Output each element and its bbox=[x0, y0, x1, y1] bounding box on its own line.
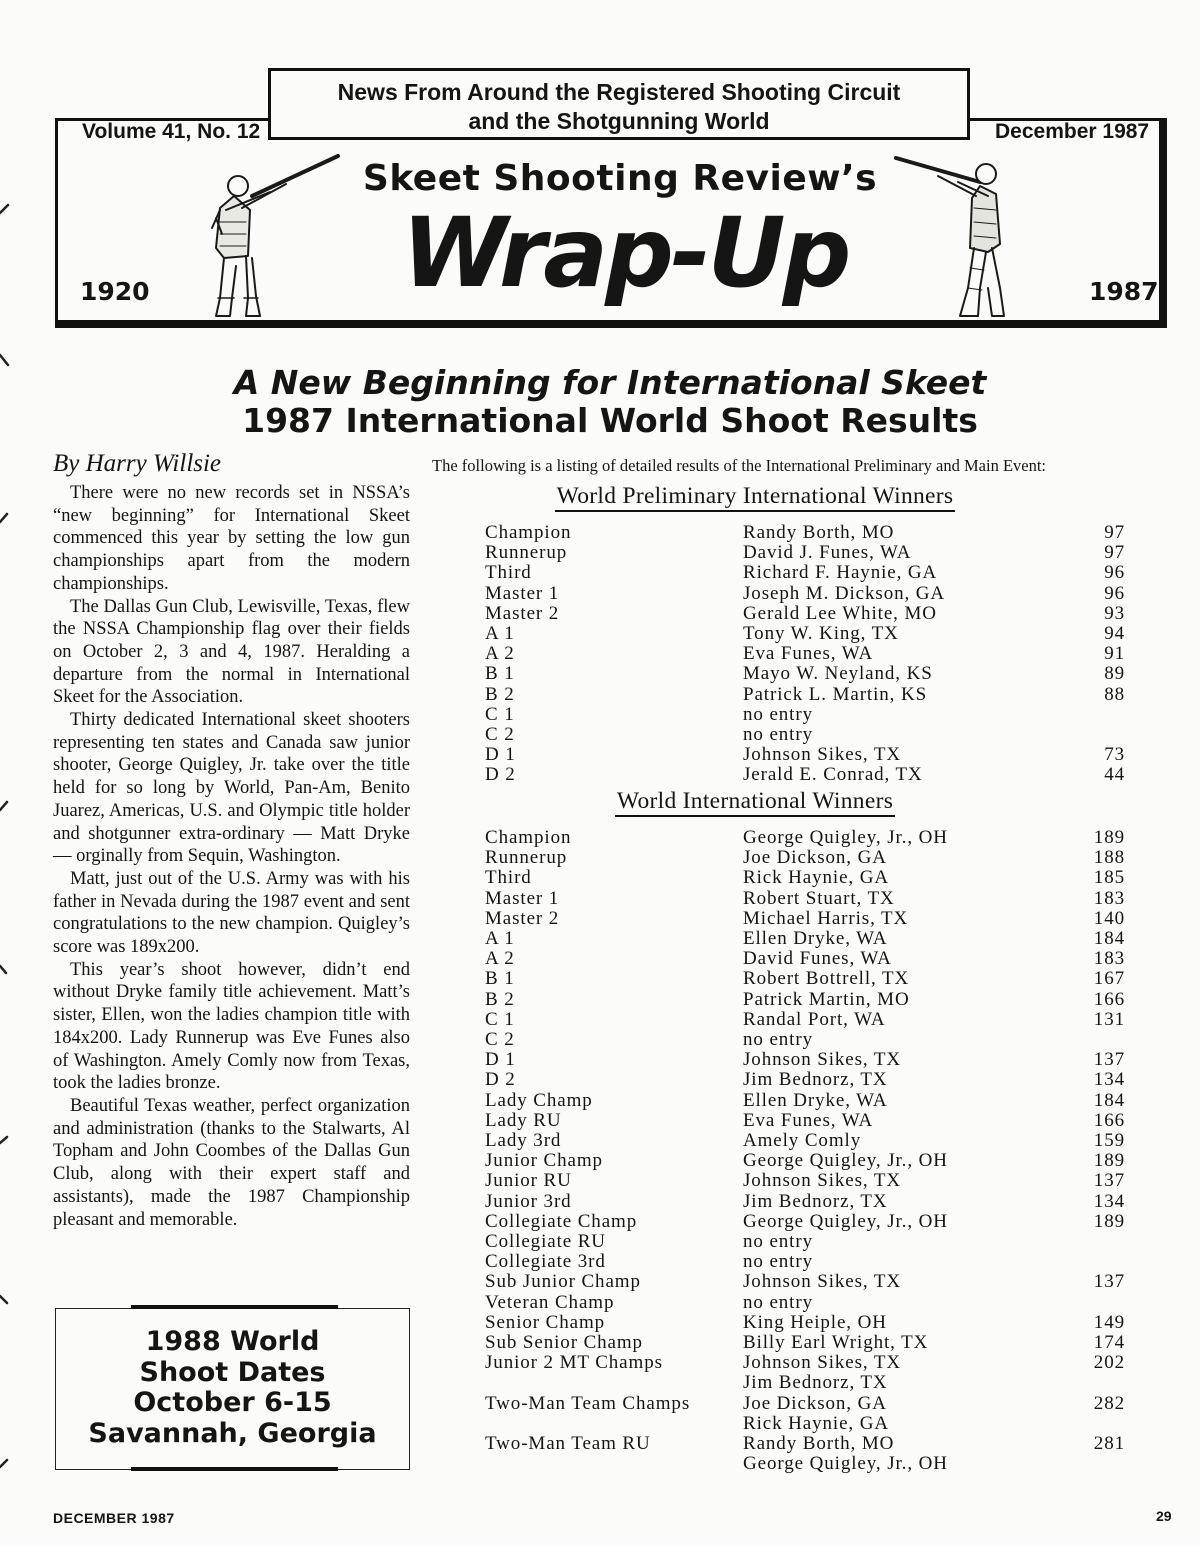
result-category: C 1 bbox=[485, 703, 515, 725]
result-category bbox=[485, 1373, 743, 1393]
result-category: Collegiate RU bbox=[485, 1231, 606, 1253]
result-row bbox=[485, 664, 1125, 684]
result-row bbox=[485, 1252, 1125, 1272]
result-category: Junior Champ bbox=[485, 1150, 603, 1172]
result-name: no entry bbox=[743, 1291, 813, 1313]
result-name: Robert Stuart, TX bbox=[743, 887, 895, 909]
result-score: 93 bbox=[1104, 602, 1125, 624]
result-category: B 1 bbox=[485, 968, 515, 990]
article-paragraph: Beautiful Texas weather, perfect organization and administration (thanks to the Stalwarts, Al Topham and John Coombes of the Dallas Gun Club, along with their expert staff and assistants), made the 1987 Championship pleasant and memorable. bbox=[53, 1095, 410, 1230]
world-results-table bbox=[485, 828, 1125, 1475]
result-score: 134 bbox=[1093, 1069, 1125, 1091]
result-row bbox=[485, 584, 1125, 604]
result-category: Collegiate Champ bbox=[485, 1210, 638, 1232]
wrapup-title: Wrap-Up bbox=[401, 197, 849, 309]
result-category: Runnerup bbox=[485, 847, 568, 869]
shooter-left-illustration bbox=[190, 148, 360, 323]
result-score: 97 bbox=[1104, 522, 1125, 543]
results-intro: The following is a listing of detailed results of the International Preliminary and Main Event: bbox=[432, 456, 1047, 475]
result-score: 91 bbox=[1104, 643, 1125, 665]
result-row bbox=[485, 828, 1125, 848]
result-row bbox=[485, 685, 1125, 705]
result-category: Master 1 bbox=[485, 887, 560, 909]
result-row bbox=[485, 705, 1125, 725]
result-category: Master 2 bbox=[485, 907, 560, 929]
result-score bbox=[1073, 1293, 1125, 1313]
result-name: no entry bbox=[743, 1029, 813, 1051]
year-end: 1987 bbox=[1089, 277, 1159, 306]
result-score: 184 bbox=[1093, 1089, 1125, 1111]
result-score: 188 bbox=[1093, 847, 1125, 869]
result-category: Lady 3rd bbox=[485, 1130, 562, 1152]
result-score bbox=[1073, 1454, 1125, 1474]
result-category: D 1 bbox=[485, 1049, 516, 1071]
result-score: 159 bbox=[1093, 1130, 1125, 1152]
result-name: Jim Bednorz, TX bbox=[743, 1069, 888, 1091]
result-category: A 2 bbox=[485, 643, 515, 665]
result-score: 44 bbox=[1104, 764, 1125, 786]
result-row bbox=[485, 1232, 1125, 1252]
result-name: Patrick L. Martin, KS bbox=[743, 683, 928, 705]
result-score: 73 bbox=[1104, 744, 1125, 766]
result-score: 137 bbox=[1093, 1049, 1125, 1071]
result-score: 183 bbox=[1093, 887, 1125, 909]
result-score: 149 bbox=[1093, 1311, 1125, 1333]
result-category: Two-Man Team Champs bbox=[485, 1392, 691, 1414]
result-row bbox=[485, 1192, 1125, 1212]
article-paragraph: There were no new records set in NSSA’s “new beginning” for International Skeet commenced this year by setting the low gun championships apart from the modern championships. bbox=[53, 483, 410, 594]
result-score bbox=[1073, 1414, 1125, 1434]
shoot-dates-line: October 6-15 bbox=[133, 1387, 332, 1418]
result-score: 89 bbox=[1104, 663, 1125, 685]
result-row bbox=[485, 1414, 1125, 1434]
result-score: 185 bbox=[1093, 867, 1125, 889]
result-row bbox=[485, 523, 1125, 543]
result-category: Junior RU bbox=[485, 1170, 572, 1192]
result-row bbox=[485, 990, 1125, 1010]
preliminary-results-table bbox=[485, 523, 1125, 786]
world-heading bbox=[475, 788, 1035, 815]
result-row bbox=[485, 1171, 1125, 1191]
result-row bbox=[485, 1212, 1125, 1232]
shoot-dates-box bbox=[55, 1308, 410, 1470]
result-name: George Quigley, Jr., OH bbox=[743, 1150, 948, 1172]
shoot-dates-top-rule bbox=[131, 1305, 338, 1309]
result-row bbox=[485, 1454, 1125, 1474]
result-category: Champion bbox=[485, 827, 572, 848]
result-category: Two-Man Team RU bbox=[485, 1433, 651, 1455]
result-name: Johnson Sikes, TX bbox=[743, 744, 901, 766]
result-row bbox=[485, 1272, 1125, 1292]
result-name: no entry bbox=[743, 703, 813, 725]
result-category: Sub Junior Champ bbox=[485, 1271, 641, 1293]
result-score: 96 bbox=[1104, 582, 1125, 604]
result-category: Runnerup bbox=[485, 542, 568, 564]
world-heading-text: World International Winners bbox=[615, 788, 895, 817]
result-category: B 2 bbox=[485, 988, 515, 1010]
news-banner bbox=[268, 68, 970, 140]
result-row bbox=[485, 1293, 1125, 1313]
result-row bbox=[485, 563, 1125, 583]
result-score bbox=[1073, 705, 1125, 725]
result-category: Third bbox=[485, 562, 532, 584]
result-score bbox=[1073, 1232, 1125, 1252]
result-category: C 2 bbox=[485, 1029, 515, 1051]
result-name: no entry bbox=[743, 724, 813, 746]
article-paragraph: The Dallas Gun Club, Lewisville, Texas, flew the NSSA Championship flag over their fields on October 2, 3 and 4, 1987. Heralding a departure from the normal in International Skeet for the Association. bbox=[53, 596, 410, 708]
result-score: 167 bbox=[1093, 968, 1125, 990]
result-name: Jim Bednorz, TX bbox=[743, 1190, 888, 1212]
result-row bbox=[485, 543, 1125, 563]
result-category: Veteran Champ bbox=[485, 1291, 615, 1313]
result-score: 131 bbox=[1093, 1008, 1125, 1030]
result-row bbox=[485, 765, 1125, 785]
result-row bbox=[485, 624, 1125, 644]
issue-date: December 1987 bbox=[995, 120, 1150, 143]
result-category: Lady RU bbox=[485, 1109, 562, 1131]
result-row bbox=[485, 929, 1125, 949]
result-name: Jim Bednorz, TX bbox=[743, 1372, 888, 1394]
footer-issue: DECEMBER 1987 bbox=[53, 1510, 175, 1526]
shoot-dates-bottom-rule bbox=[131, 1467, 338, 1471]
result-category bbox=[485, 1454, 743, 1474]
result-row bbox=[485, 604, 1125, 624]
result-name: Joseph M. Dickson, GA bbox=[743, 582, 946, 604]
result-score: 282 bbox=[1093, 1392, 1125, 1414]
result-name: Eva Funes, WA bbox=[743, 643, 874, 665]
headline-line-1: A New Beginning for International Skeet bbox=[233, 363, 987, 402]
result-category: Master 2 bbox=[485, 602, 560, 624]
result-category: B 1 bbox=[485, 663, 515, 685]
result-category: Third bbox=[485, 867, 532, 889]
volume-number: Volume 41, No. 12 bbox=[82, 120, 261, 143]
result-name: Ellen Dryke, WA bbox=[743, 1089, 888, 1111]
result-score: 134 bbox=[1093, 1190, 1125, 1212]
result-score: 140 bbox=[1093, 907, 1125, 929]
result-score: 184 bbox=[1093, 928, 1125, 950]
result-score bbox=[1073, 1252, 1125, 1272]
result-category bbox=[485, 1414, 743, 1434]
result-category: Champion bbox=[485, 522, 572, 543]
page-number: 29 bbox=[1156, 1508, 1172, 1524]
result-row bbox=[485, 1313, 1125, 1333]
result-row bbox=[485, 1070, 1125, 1090]
result-row bbox=[485, 949, 1125, 969]
result-name: Joe Dickson, GA bbox=[743, 847, 887, 869]
result-name: David Funes, WA bbox=[743, 948, 892, 970]
result-score: 281 bbox=[1093, 1433, 1125, 1455]
shoot-dates-line: Savannah, Georgia bbox=[88, 1417, 377, 1449]
result-row bbox=[485, 745, 1125, 765]
result-row bbox=[485, 1010, 1125, 1030]
article-body bbox=[53, 482, 410, 1231]
result-row bbox=[485, 725, 1125, 745]
result-category: C 2 bbox=[485, 724, 515, 746]
result-name: Randy Borth, MO bbox=[743, 522, 895, 543]
result-name: Robert Bottrell, TX bbox=[743, 968, 910, 990]
result-name: Tony W. King, TX bbox=[743, 623, 899, 645]
result-category: Junior 2 MT Champs bbox=[485, 1352, 663, 1374]
result-score: 189 bbox=[1093, 827, 1125, 848]
result-category: Senior Champ bbox=[485, 1311, 606, 1333]
result-score: 189 bbox=[1093, 1210, 1125, 1232]
result-row bbox=[485, 1091, 1125, 1111]
result-name: no entry bbox=[743, 1251, 813, 1273]
article-paragraph: Matt, just out of the U.S. Army was with his father in Nevada during the 1987 event and sent congratulations to the new champion. Quigley’s score was 189x200. bbox=[53, 868, 410, 958]
result-name: Randal Port, WA bbox=[743, 1008, 886, 1030]
result-name: Patrick Martin, MO bbox=[743, 988, 910, 1010]
result-score bbox=[1073, 1030, 1125, 1050]
result-score: 96 bbox=[1104, 562, 1125, 584]
result-category: D 2 bbox=[485, 1069, 516, 1091]
shoot-dates-text bbox=[56, 1327, 409, 1449]
result-score bbox=[1073, 1373, 1125, 1393]
result-row bbox=[485, 1333, 1125, 1353]
result-score: 202 bbox=[1093, 1352, 1125, 1374]
result-name: Johnson Sikes, TX bbox=[743, 1352, 901, 1374]
result-score: 174 bbox=[1093, 1332, 1125, 1354]
result-name: Amely Comly bbox=[743, 1130, 862, 1152]
result-name: no entry bbox=[743, 1231, 813, 1253]
result-name: Eva Funes, WA bbox=[743, 1109, 874, 1131]
article-paragraph: This year’s shoot however, didn’t end without Dryke family title achievement. Matt’s sister, Ellen, won the ladies champion title with 184x200. Lady Runnerup was Eve Funes also of Washington. Amely Comly now from Texas, took the ladies bronze. bbox=[53, 959, 410, 1094]
result-row bbox=[485, 1394, 1125, 1414]
result-row bbox=[485, 1050, 1125, 1070]
result-row bbox=[485, 848, 1125, 868]
result-row bbox=[485, 1131, 1125, 1151]
review-title: Skeet Shooting Review’s bbox=[362, 158, 878, 199]
result-name: Rick Haynie, GA bbox=[743, 1412, 889, 1434]
result-name: Billy Earl Wright, TX bbox=[743, 1332, 929, 1354]
result-row bbox=[485, 909, 1125, 929]
byline: By Harry Willsie bbox=[53, 450, 222, 477]
preliminary-heading-text: World Preliminary International Winners bbox=[555, 483, 956, 512]
result-category: C 1 bbox=[485, 1008, 515, 1030]
result-name: Rick Haynie, GA bbox=[743, 867, 889, 889]
scan-margin-marks bbox=[0, 0, 20, 1546]
shoot-dates-line: 1988 World bbox=[145, 1326, 320, 1357]
result-row bbox=[485, 1434, 1125, 1454]
result-row bbox=[485, 889, 1125, 909]
result-name: King Heiple, OH bbox=[743, 1311, 887, 1333]
result-score: 137 bbox=[1093, 1271, 1125, 1293]
result-category: Master 1 bbox=[485, 582, 560, 604]
result-name: George Quigley, Jr., OH bbox=[743, 1453, 948, 1475]
result-row bbox=[485, 1111, 1125, 1131]
result-category: B 2 bbox=[485, 683, 515, 705]
result-score: 183 bbox=[1093, 948, 1125, 970]
result-name: Richard F. Haynie, GA bbox=[743, 562, 938, 584]
result-score: 189 bbox=[1093, 1150, 1125, 1172]
result-score: 137 bbox=[1093, 1170, 1125, 1192]
year-start: 1920 bbox=[80, 277, 150, 306]
result-category: A 1 bbox=[485, 928, 515, 950]
result-category: A 2 bbox=[485, 948, 515, 970]
shooter-right-illustration bbox=[888, 148, 1018, 323]
news-banner-line-2: and the Shotgunning World bbox=[468, 108, 770, 134]
result-score: 97 bbox=[1104, 542, 1125, 564]
result-name: Ellen Dryke, WA bbox=[743, 928, 888, 950]
result-name: Johnson Sikes, TX bbox=[743, 1049, 901, 1071]
shoot-dates-line: Shoot Dates bbox=[139, 1356, 326, 1388]
result-row bbox=[485, 1030, 1125, 1050]
result-row bbox=[485, 1151, 1125, 1171]
result-name: Michael Harris, TX bbox=[743, 907, 909, 929]
result-score: 94 bbox=[1104, 623, 1125, 645]
result-category: A 1 bbox=[485, 623, 515, 645]
result-score bbox=[1073, 725, 1125, 745]
result-row bbox=[485, 969, 1125, 989]
result-name: Jerald E. Conrad, TX bbox=[743, 764, 923, 786]
result-name: Mayo W. Neyland, KS bbox=[743, 663, 933, 685]
result-name: George Quigley, Jr., OH bbox=[743, 1210, 948, 1232]
article-paragraph: Thirty dedicated International skeet shooters representing ten states and Canada saw junior shooter, George Quigley, Jr. take over the title held for so long by World, Pan-Am, Benito Juarez, Americas, U.S. and Olympic title holder and shotgunner extra-ordinary — Matt Dryke — orginally from Sequin, Washington. bbox=[53, 710, 410, 867]
result-category: Sub Senior Champ bbox=[485, 1332, 643, 1354]
result-row bbox=[485, 1353, 1125, 1373]
result-name: Johnson Sikes, TX bbox=[743, 1170, 901, 1192]
result-name: Gerald Lee White, MO bbox=[743, 602, 937, 624]
result-score: 166 bbox=[1093, 1109, 1125, 1131]
result-name: Joe Dickson, GA bbox=[743, 1392, 887, 1414]
result-name: Randy Borth, MO bbox=[743, 1433, 895, 1455]
news-banner-line-1: News From Around the Registered Shooting Circuit bbox=[337, 79, 901, 105]
result-row bbox=[485, 1373, 1125, 1393]
result-score: 88 bbox=[1104, 683, 1125, 705]
result-row bbox=[485, 644, 1125, 664]
result-name: George Quigley, Jr., OH bbox=[743, 827, 948, 848]
result-category: Junior 3rd bbox=[485, 1190, 572, 1212]
result-category: Lady Champ bbox=[485, 1089, 593, 1111]
result-category: D 1 bbox=[485, 744, 516, 766]
preliminary-heading bbox=[475, 483, 1035, 510]
result-row bbox=[485, 868, 1125, 888]
result-score: 166 bbox=[1093, 988, 1125, 1010]
headline-line-2: 1987 International World Shoot Results bbox=[242, 401, 978, 440]
result-name: Johnson Sikes, TX bbox=[743, 1271, 901, 1293]
result-name: David J. Funes, WA bbox=[743, 542, 912, 564]
result-category: D 2 bbox=[485, 764, 516, 786]
result-category: Collegiate 3rd bbox=[485, 1251, 606, 1273]
